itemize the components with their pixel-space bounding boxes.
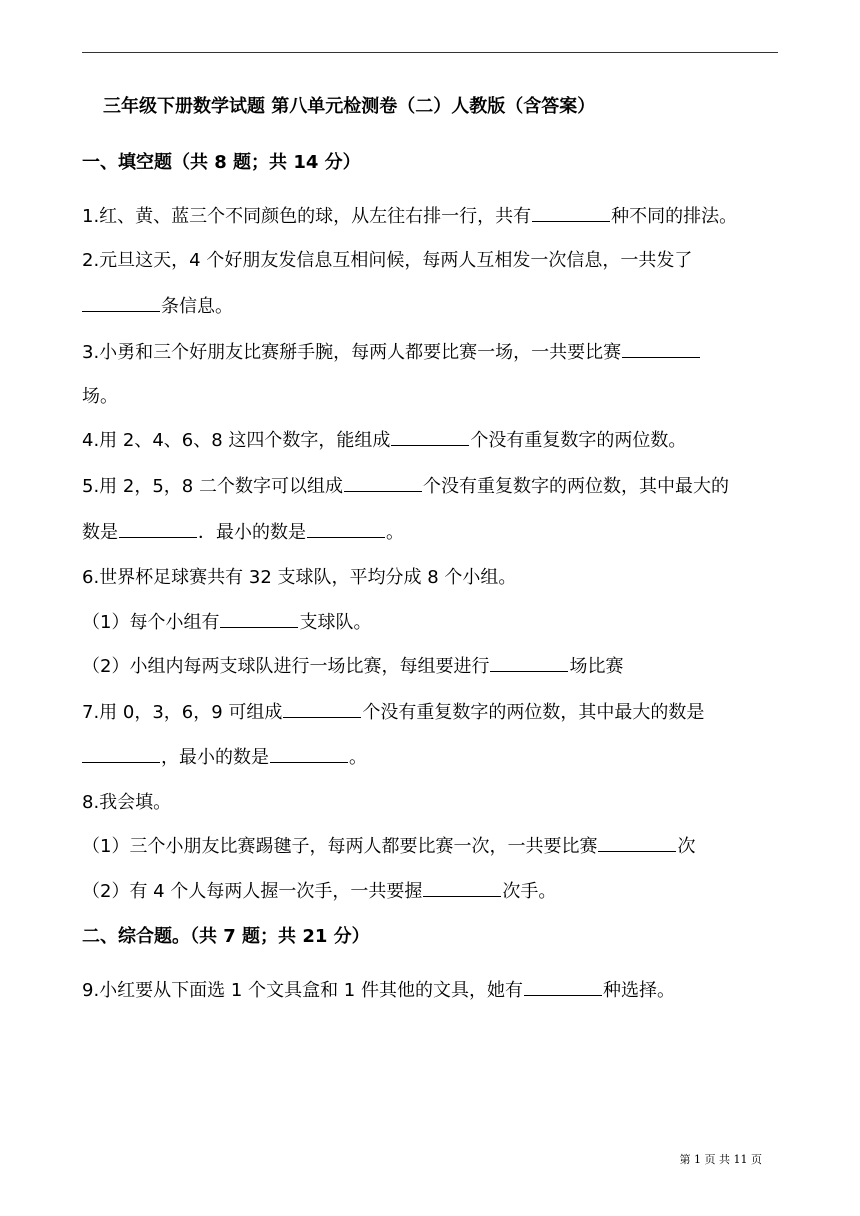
answer-blank[interactable] [423,878,501,897]
section-heading-fill-in: 一、填空题（共 8 题；共 14 分） [82,152,361,173]
question-5 [82,472,729,498]
question-5-text: 5.用 2，5，8 二个数字可以组成 [82,476,343,497]
question-5-line-2 [82,518,404,544]
question-8 [82,788,171,814]
answer-blank[interactable] [82,293,160,312]
question-6-part-2-text: （2）小组内每两支球队进行一场比赛，每组要进行 [82,656,490,677]
question-2-text: 2.元旦这天，4 个好朋友发信息互相问候，每两人互相发一次信息，一共发了 [82,250,693,271]
answer-blank[interactable] [391,427,469,446]
question-8-part-2-text: （2）有 4 个人每两人握一次手，一共要握 [82,881,423,902]
question-7-text-mid: 个没有重复数字的两位数，其中最大的数是 [362,702,705,723]
question-8-part-1-text: （1）三个小朋友比赛踢毽子，每两人都要比赛一次，一共要比赛 [82,836,598,857]
question-6-part-2-end: 场比赛 [569,656,624,677]
question-1 [82,202,737,228]
answer-blank[interactable] [119,519,197,538]
question-4-text-end: 个没有重复数字的两位数。 [470,430,687,451]
question-6-part-1 [82,608,371,634]
question-7-line-2 [82,743,367,769]
answer-blank[interactable] [270,744,348,763]
question-3-line-2 [82,382,118,408]
question-1-text: 1.红、黄、蓝三个不同颜色的球，从左往右排一行，共有 [82,206,532,227]
question-7-text-end: 。 [349,747,367,768]
answer-blank[interactable] [622,339,700,358]
question-2-line-2 [82,292,233,318]
question-4 [82,426,686,452]
question-6-part-1-text: （1）每个小组有 [82,612,220,633]
answer-blank[interactable] [490,653,568,672]
answer-blank[interactable] [524,977,602,996]
page-title: 三年级下册数学试题 第八单元检测卷（二）人教版（含答案） [103,96,596,117]
question-1-text-end: 种不同的排法。 [611,206,738,227]
question-8-part-2-end: 次手。 [502,881,557,902]
question-8-part-1 [82,832,695,858]
question-9 [82,976,675,1002]
answer-blank[interactable] [283,699,361,718]
question-3-text-end: 场。 [82,386,118,407]
question-2 [82,246,692,272]
answer-blank[interactable] [220,609,298,628]
header-rule [82,52,778,53]
question-8-part-2 [82,877,556,903]
question-5-text-3: ．最小的数是 [198,522,306,543]
question-5-text-mid: 个没有重复数字的两位数，其中最大的 [422,476,729,497]
question-5-text-2: 数是 [82,522,118,543]
answer-blank[interactable] [344,473,422,492]
question-5-text-end: 。 [386,522,404,543]
answer-blank[interactable] [82,744,160,763]
section-heading-comprehensive: 二、综合题。（共 7 题；共 21 分） [82,926,370,947]
question-9-text: 9.小红要从下面选 1 个文具盒和 1 件其他的文具，她有 [82,980,523,1001]
question-6 [82,563,516,589]
question-3 [82,338,701,364]
page-number: 第 1 页 共 11 页 [679,1153,762,1166]
question-7-text: 7.用 0，3，6，9 可组成 [82,702,283,723]
question-7 [82,698,704,724]
question-2-text-end: 条信息。 [161,296,233,317]
question-6-text: 6.世界杯足球赛共有 32 支球队，平均分成 8 个小组。 [82,567,517,588]
answer-blank[interactable] [307,519,385,538]
question-8-part-1-end: 次 [677,836,696,857]
question-6-part-2 [82,652,623,678]
question-6-part-1-end: 支球队。 [299,612,372,633]
answer-blank[interactable] [598,833,676,852]
question-7-text-2: ，最小的数是 [161,747,269,768]
question-8-text: 8.我会填。 [82,792,172,813]
question-3-text: 3.小勇和三个好朋友比赛掰手腕，每两人都要比赛一场，一共要比赛 [82,342,622,363]
answer-blank[interactable] [532,203,610,222]
question-4-text: 4.用 2、4、6、8 这四个数字，能组成 [82,430,391,451]
question-9-text-end: 种选择。 [602,980,675,1001]
